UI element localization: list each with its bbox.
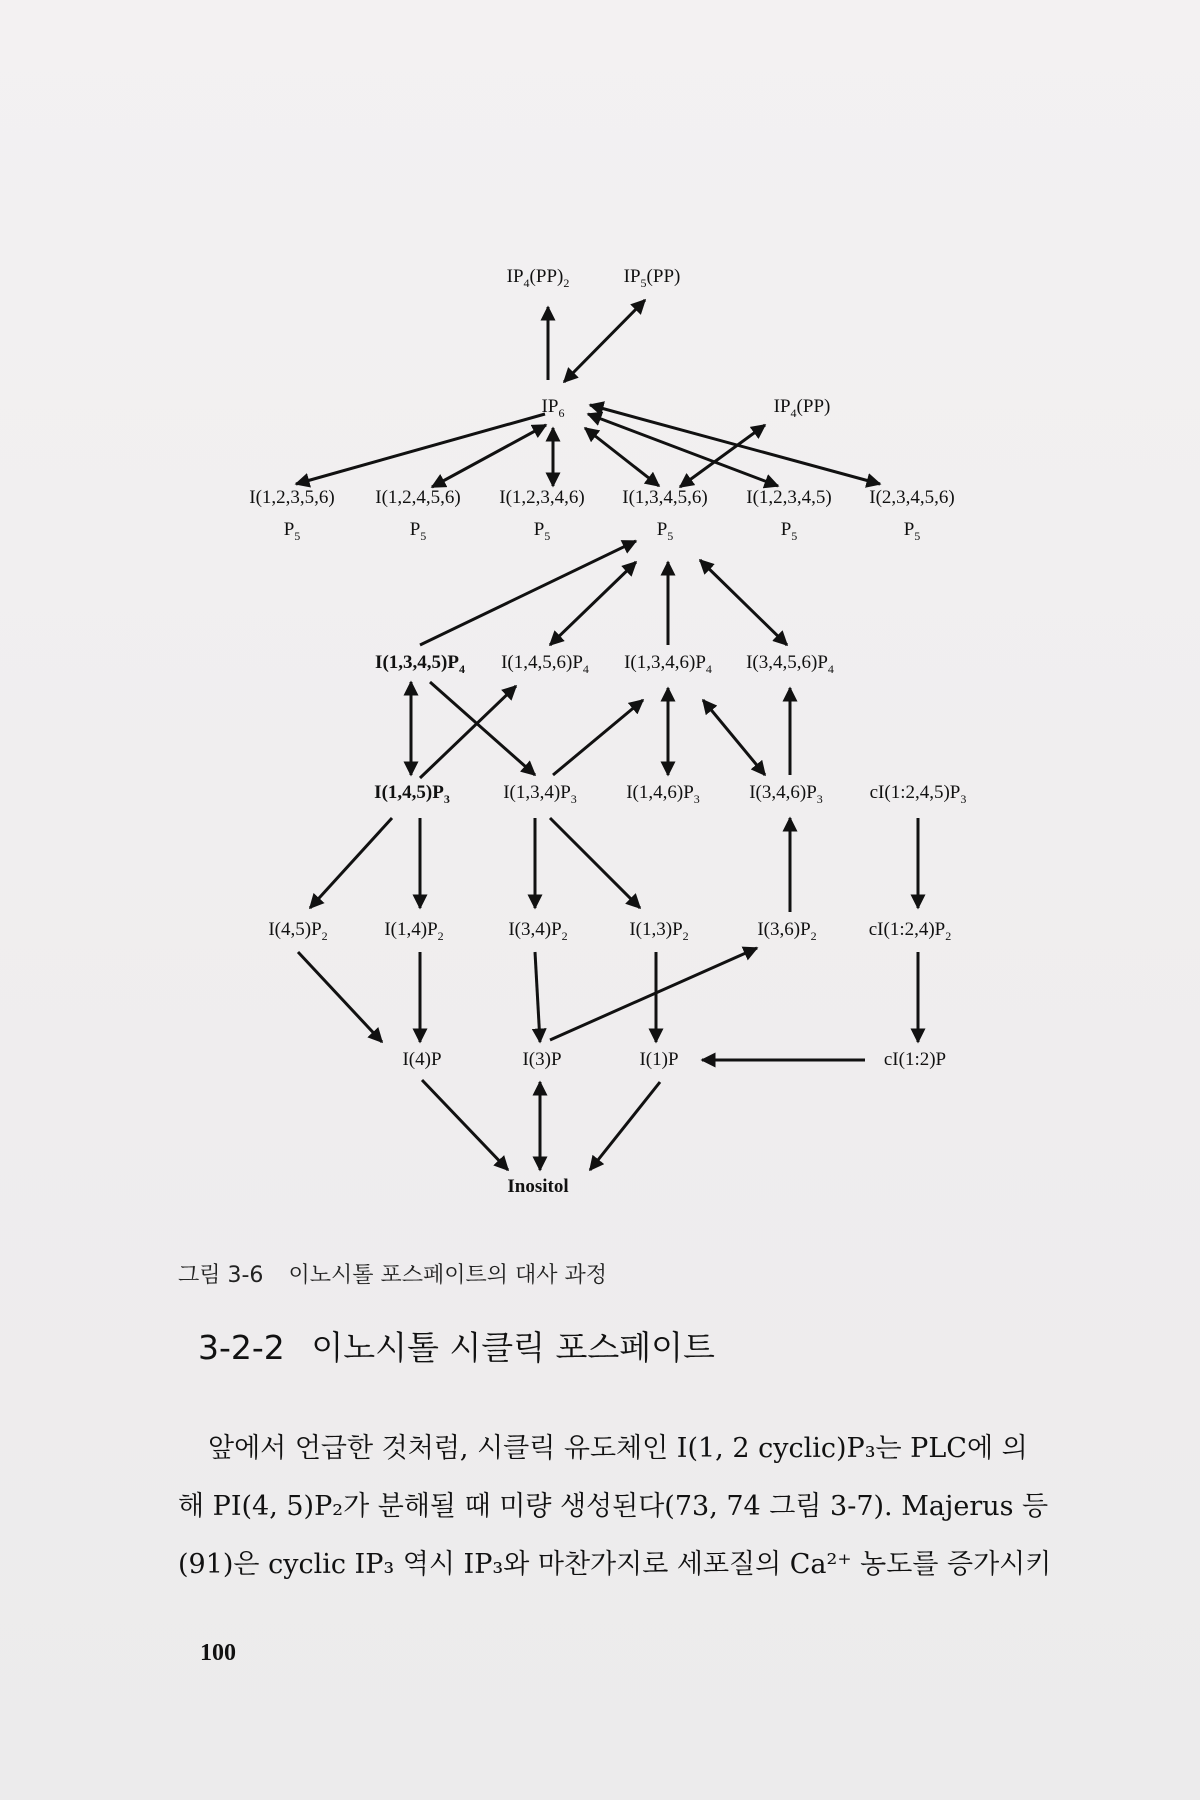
arrow-27	[298, 952, 382, 1042]
node-p2_36: $I(3,6)P_2$	[757, 919, 817, 943]
node-cp2_124: $cI(1:2,4)P_2$	[868, 919, 952, 943]
node-p3_346: $I(3,4,6)P_3$	[749, 782, 823, 806]
arrow-4	[432, 425, 546, 487]
node-p5_12345: I(1,2,3,4,5)	[746, 487, 832, 508]
node-p2_14: $I(1,4)P_2$	[384, 919, 444, 943]
node-p4_1345: $I(1,3,4,5)P_4$	[375, 652, 465, 676]
arrow-29	[535, 952, 540, 1042]
figure-caption-text: 이노시톨 포스페이트의 대사 과정	[288, 1263, 607, 1288]
figure-caption	[178, 1258, 607, 1289]
node-p5_13456: I(1,3,4,5,6)	[622, 487, 708, 508]
section-heading	[198, 1322, 715, 1369]
node-p_1: I(1)P	[639, 1049, 679, 1070]
node-p5_13456-second-line: $P_5$	[656, 519, 674, 543]
node-p5_12345-second-line: $P_5$	[780, 519, 798, 543]
node-p4_3456: $I(3,4,5,6)P_4$	[746, 652, 834, 676]
node-cp3_1245: $cI(1:2,4,5)P_3$	[869, 782, 967, 806]
arrow-11	[550, 562, 636, 645]
body-line-1: 앞에서 언급한 것처럼, 시클릭 유도체인 I(1, 2 cyclic)P₃는 PLC에 의	[208, 1433, 1028, 1464]
node-p5_12456-second-line: $P_5$	[409, 519, 427, 543]
node-p5_23456-second-line: $P_5$	[903, 519, 921, 543]
section-number: 3-2-2	[198, 1328, 285, 1367]
node-p5_12346-second-line: $P_5$	[533, 519, 551, 543]
node-p2_34: $I(3,4)P_2$	[508, 919, 568, 943]
arrow-8	[590, 405, 880, 484]
section-title: 이노시톨 시클릭 포스페이트	[311, 1328, 715, 1367]
page-number: 100	[200, 1640, 236, 1666]
node-p_4: I(4)P	[402, 1049, 442, 1070]
arrow-24	[550, 818, 640, 908]
node-inositol: Inositol	[507, 1176, 569, 1197]
arrow-15	[430, 682, 535, 775]
node-ip5pp: $IP_5(PP)$	[623, 266, 681, 290]
node-p4_1456: $I(1,4,5,6)P_4$	[501, 652, 589, 676]
node-p2_45: $I(4,5)P_2$	[268, 919, 328, 943]
arrow-13	[700, 560, 787, 645]
node-ip4pp2: $IP_4(PP)_2$	[506, 266, 570, 290]
node-p5_23456: I(2,3,4,5,6)	[869, 487, 955, 508]
node-p2_13: $I(1,3)P_2$	[629, 919, 689, 943]
node-p5_12456: I(1,2,4,5,6)	[375, 487, 461, 508]
node-p4_1346: $I(1,3,4,6)P_4$	[624, 652, 712, 676]
node-cp_12: cI(1:2)P	[883, 1049, 947, 1070]
arrow-30	[550, 948, 757, 1040]
node-p5_12356-second-line: $P_5$	[283, 519, 301, 543]
arrow-17	[553, 700, 643, 775]
node-p3_134: $I(1,3,4)P_3$	[503, 782, 577, 806]
arrow-21	[310, 818, 392, 908]
body-line-3: (91)은 cyclic IP₃ 역시 IP₃와 마찬가지로 세포질의 Ca²⁺ 농도를 증가시키	[178, 1549, 1052, 1580]
figure-number: 그림 3-6	[178, 1263, 264, 1288]
arrow-3	[296, 414, 545, 484]
arrow-16	[420, 686, 516, 778]
node-ip4pp: $IP_4(PP)$	[773, 396, 831, 420]
node-p_3: I(3)P	[522, 1049, 562, 1070]
node-p5_12356: I(1,2,3,5,6)	[249, 487, 335, 508]
body-paragraph	[178, 1420, 1058, 1594]
node-ip6: $IP_6$	[541, 396, 565, 420]
node-p3_145: $I(1,4,5)P_3$	[374, 782, 450, 806]
arrow-36	[590, 1082, 660, 1170]
arrow-2	[564, 300, 645, 382]
node-p3_146: $I(1,4,6)P_3$	[626, 782, 700, 806]
node-p5_12346: I(1,2,3,4,6)	[499, 487, 585, 508]
diagram-labels	[249, 266, 966, 1197]
arrow-34	[422, 1080, 508, 1170]
body-line-2: 해 PI(4, 5)P₂가 분해될 때 미량 생성된다(73, 74 그림 3-7). Majerus 등	[178, 1491, 1049, 1522]
diagram-edges	[296, 300, 918, 1170]
arrow-19	[703, 700, 765, 775]
